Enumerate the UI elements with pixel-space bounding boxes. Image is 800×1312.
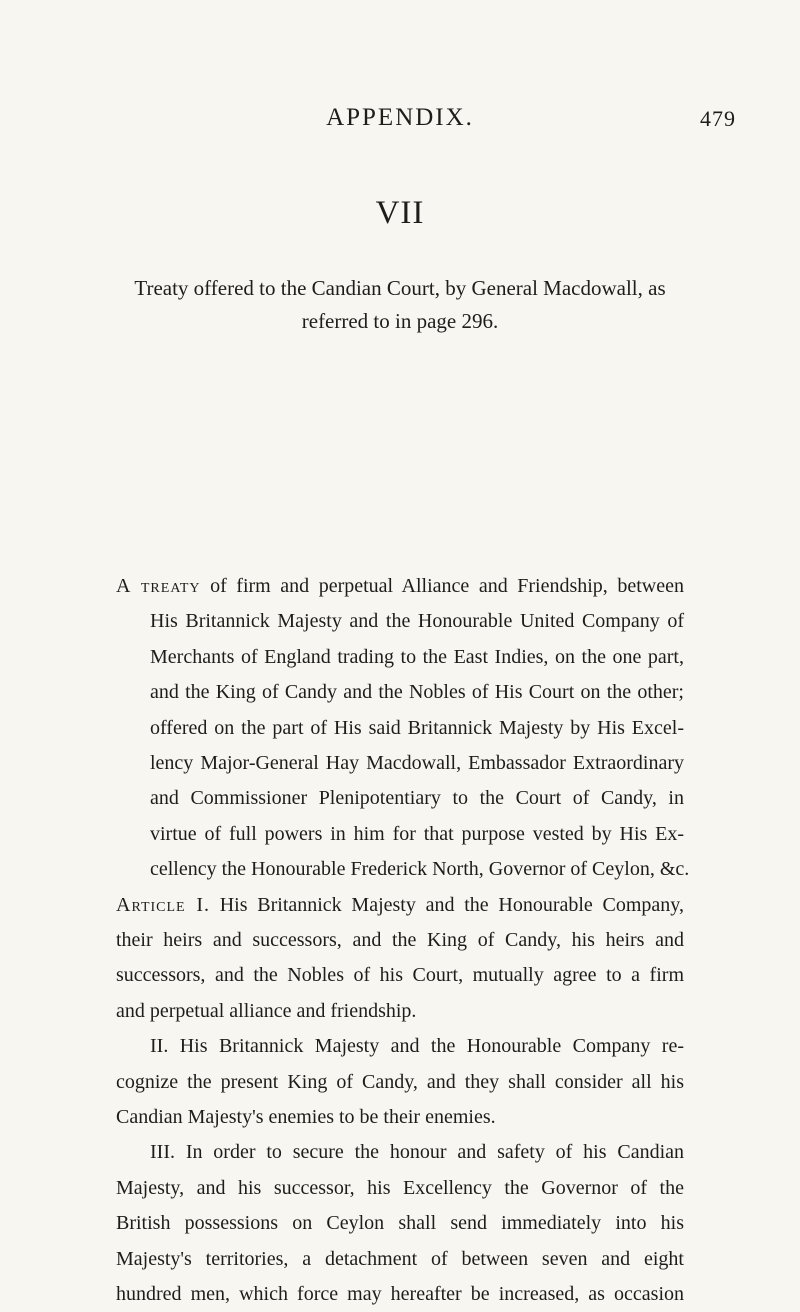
preamble-line: and the King of Candy and the Nobles of His Court on the other; xyxy=(150,681,684,704)
treaty-lead: A treaty xyxy=(116,575,201,597)
article-3 xyxy=(116,1135,684,1312)
article-line: Candian Majesty's enemies to be their enemies. xyxy=(116,1105,496,1128)
article-line: cognize the present King of Candy, and they shall consider all his xyxy=(116,1070,684,1093)
preamble-line xyxy=(116,569,684,604)
page-number: 479 xyxy=(700,106,736,131)
caption-line: referred to in page 296. xyxy=(301,309,499,333)
treaty-preamble xyxy=(116,569,690,888)
preamble-line: His Britannick Majesty and the Honourable United Company of xyxy=(150,610,684,633)
article-line: III. In order to secure the honour and safety of his Candian xyxy=(150,1141,684,1164)
section-number: VII xyxy=(375,195,425,231)
section-caption xyxy=(120,272,680,338)
article-line: hundred men, which force may hereafter be increased, as occasion xyxy=(116,1282,684,1305)
preamble-line: virtue of full powers in him for that purpose vested by His Ex- xyxy=(150,822,684,845)
article-2 xyxy=(116,1029,684,1135)
preamble-line: offered on the part of His said Britannick Majesty by His Excel- xyxy=(150,716,684,739)
article-line: II. His Britannick Majesty and the Honourable Company re- xyxy=(150,1035,684,1058)
article-line: and perpetual alliance and friendship. xyxy=(116,999,417,1022)
article-line: Majesty's territories, a detachment of between seven and eight xyxy=(116,1247,684,1270)
preamble-line-rest: of firm and perpetual Alliance and Friendship, between xyxy=(200,575,684,597)
article-1 xyxy=(116,888,684,1030)
article-line: their heirs and successors, and the King of Candy, his heirs and xyxy=(116,928,684,951)
preamble-line: cellency the Honourable Frederick North, Governor of Ceylon, &c. xyxy=(150,858,690,881)
article-line-rest: His Britannick Majesty and the Honourable Company, xyxy=(210,893,684,916)
article-1-lead: Article I. xyxy=(116,893,210,916)
article-line: Majesty, and his successor, his Excellency the Governor of the xyxy=(116,1176,684,1199)
preamble-line: lency Major-General Hay Macdowall, Embassador Extraordinary xyxy=(150,751,684,774)
preamble-line: Merchants of England trading to the East Indies, on the one part, xyxy=(150,645,684,668)
preamble-line: and Commissioner Plenipotentiary to the Court of Candy, in xyxy=(150,787,684,810)
running-title: APPENDIX. xyxy=(326,104,474,131)
caption-line: Treaty offered to the Candian Court, by General Macdowall, as xyxy=(134,276,666,300)
article-line xyxy=(116,888,684,923)
running-head xyxy=(0,100,800,136)
article-line: successors, and the Nobles of his Court, mutually agree to a firm xyxy=(116,964,684,987)
article-line: British possessions on Ceylon shall send immediately into his xyxy=(116,1212,684,1235)
